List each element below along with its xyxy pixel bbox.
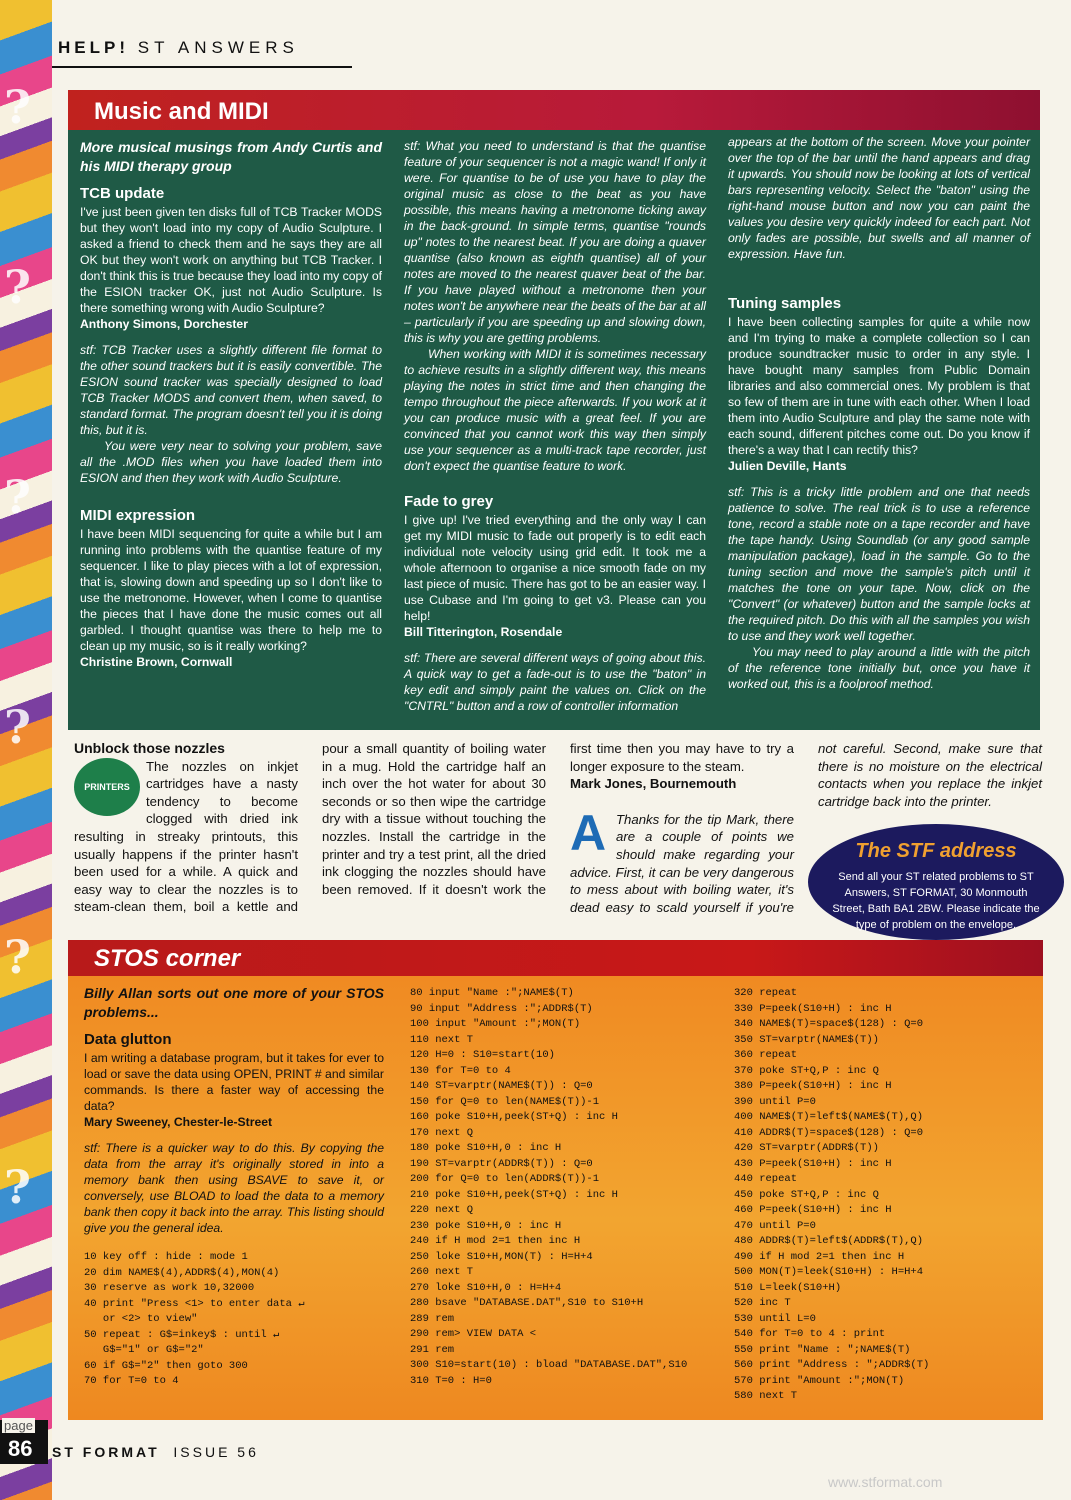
question-mark-decoration: ? (4, 80, 31, 134)
music-midi-title: Music and MIDI (68, 90, 1040, 130)
fade-answer: stf: There are several different ways of going about this. A quick way to get a fade-out is to use the "baton" in key edit and simply paint the values on. Click on the "CNTRL" button and a row of controller information (404, 651, 706, 713)
nozzles-signature: Mark Jones, Bournemouth (570, 776, 737, 792)
stos-question: I am writing a database program, but it takes for ever to load or save the data using OPEN, PRINT # and similar commands. Is there a faster way of accessing the data? (84, 1051, 384, 1113)
magazine-issue: ST FORMAT ISSUE 56 (52, 1444, 259, 1460)
decorative-side-strip (0, 0, 52, 1500)
stf-address-body: Send all your ST related problems to ST Answers, ST FORMAT, 30 Monmouth Street, Bath BA1 2BW. Please indicate the type of problem on the envelope. (832, 871, 1040, 931)
stf-address-title: The STF address (855, 840, 1017, 862)
tcb-heading: TCB update (80, 185, 165, 202)
nozzles-answer-text: Thanks for the tip Mark, there are a couple of points we should make regarding your advice. First, it can be very dangerous to mess about with boiling water, it's dead easy to scald yourself if you're not careful. Second, make sure that there is no moisture on the electrical contacts when you replace the inkjet cartridge back into the printer. (570, 741, 1042, 915)
nozzles-heading: Unblock those nozzles (74, 740, 225, 756)
midi-column-3 (728, 134, 1030, 702)
midi-column-2 (404, 138, 706, 724)
code-listing-part-2: 80 input "Name :";NAME$(T) 90 input "Address :";ADDR$(T) 100 input "Amount :";MON(T) 110 next T 120 H=0 : S10=start(10) 130 for T=0 to 4 140 ST=varptr(NAME$(T)) : Q=0 150 for Q=0 to len(NAME$(T))-1 160 poke S10+H,peek(ST+Q) : inc H 170 next Q 180 poke S10+H,0 : inc H 190 ST=varptr(ADDR$(T)) : Q=0 200 for Q=0 to len(ADDR$(T))-1 210 poke S10+H,peek(ST+Q) : inc H 220 next Q 230 poke S10+H,0 : inc H 240 if H mod 2=1 then inc H 250 loke S10+H,MON(T) : H=H+4 260 next T 270 loke S10+H,0 : H=H+4 280 bsave "DATABASE.DAT",S10 to S10+H 289 rem 290 rem> VIEW DATA < 291 rem 300 S10=start(10) : bload "DATABASE.DAT",S10 310 T=0 : H=0 (410, 987, 688, 1387)
tuning-heading: Tuning samples (728, 295, 842, 312)
tuning-answer: stf: This is a tricky little problem and one that needs patience to solve. The real trick is to use a reference tone, record a stable note on a tape recorder and have the tape handy. Using Soundlab (or any good sample manipulation package), load in the sample. Go to the tuning section and move the sample's pitch until it matches the tone on your tape. Now, click on the "Convert" (or whatever) button and the sample locks at the required pitch. Do this with all the samples you wish to use and they work well together. (728, 485, 1030, 643)
expression-heading: MIDI expression (80, 507, 196, 524)
page-number-box (0, 1420, 48, 1464)
stos-signature: Mary Sweeney, Chester-le-Street (84, 1115, 273, 1129)
question-mark-decoration: ? (4, 930, 31, 984)
expression-signature: Christine Brown, Cornwall (80, 655, 233, 669)
tuning-signature: Julien Deville, Hants (728, 459, 847, 473)
fade-answer-2: appears at the bottom of the screen. Move your pointer over the top of the bar until the hand appears and drag it upwards. You should now be looking at lots of vertical bars representing velocity. Select the "baton" using the right-hand mouse button and now you can paint the values you desire very quickly indeed for each part. Not only fades are possible, but swells and all manner of expression. Have fun. (728, 135, 1030, 261)
tcb-answer: stf: TCB Tracker uses a slightly different file format to the other sound trackers but it is easily convertible. The ESION sound tracker was specially designed to load TCB Tracker MODS and convert them, when saved, to standard format. The program doesn't tell you it is doing this, but it is. (80, 343, 382, 437)
code-listing-part-3: 320 repeat 330 P=peek(S10+H) : inc H 340 NAME$(T)=space$(128) : Q=0 350 ST=varptr(NAME$(T)) 360 repeat 370 poke ST+Q,P : inc Q 380 P=peek(S10+H) : inc H 390 until P=0 400 NAME$(T)=left$(NAME$(T),Q) 410 ADDR$(T)=space$(128) : Q=0 420 ST=varptr(ADDR$(T)) 430 P=peek(S10+H) : inc H 440 repeat 450 poke ST+Q,P : inc Q 460 P=peek(S10+H) : inc H 470 until P=0 480 ADDR$(T)=left$(ADDR$(T),Q) 490 if H mod 2=1 then inc H 500 MON(T)=leek(S10+H) : H=H+4 510 L=leek(S10+H) 520 inc T 530 until L=0 540 for T=0 to 4 : print 550 print "Name : ";NAME$(T) 560 print "Address : ";ADDR$(T) 570 print "Amount :";MON(T) 580 next T (734, 987, 930, 1402)
stf-address-box (808, 824, 1064, 940)
tuning-question: I have been collecting samples for quite a while now and I'm trying to make a complete collection so I can produce soundtracker music to order in any style. I have bought many samples from Public Domain libraries and also commercial ones. My problem is that so few of them are in tune with each other. When I load them into Audio Sculpture and play the same note with each sound, different pitches come out. Do you know if there's a way that I can rectify this? (728, 315, 1030, 457)
fade-signature: Bill Titterington, Rosendale (404, 625, 563, 639)
page-number: 86 (8, 1436, 33, 1461)
nozzles-question: The nozzles on inkjet cartridges have a nasty tendency to become clogged with dried ink resulting in streaky printouts, this usually happens if the printer hasn't been used for a while. A quick and easy way to clear the nozzles is to steam-clean them, boil a kettle and pour a small quantity of boiling water in a mug. Hold the cartridge half an inch over the hot water for about 30 seconds or so then wipe the cartridge dry with a tissue without touching the nozzles. Install the cartridge in the printer and try a test print, all the dried ink clogging the nozzles should have been removed. If it doesn't work the first time then you may have to try a longer exposure to the steam. (74, 741, 794, 915)
question-mark-decoration: ? (4, 1160, 31, 1214)
midi-intro: More musical musings from Andy Curtis and his MIDI therapy group (80, 139, 382, 174)
question-mark-decoration: ? (4, 260, 31, 314)
stos-intro: Billy Allan sorts out one more of your STOS problems... (84, 985, 384, 1020)
midi-column-1 (80, 138, 382, 680)
expression-question: I have been MIDI sequencing for quite a while but I am running into problems with the quantise feature of my sequencer. I like to play pieces with a lot of expression, that is, slowing down and speeding up so I don't like to use the metronome. However, when I come to quantise the pieces that I have done the music comes out all garbled. I thought quantise was there to help me to clean up my music, so is it really working? (80, 527, 382, 653)
tcb-answer-2: You were very near to solving your problem, save all the .MOD files when you have loaded them into ESION and then they work with Audio Sculpture. (80, 439, 382, 485)
stos-answer: stf: There is a quicker way to do this. By copying the data from the array it's originally stored in into a memory bank then using BSAVE to save it, or conversely, use BLOAD to load the data to a memory bank then copy it back into the array. This listing should give you the general idea. (84, 1141, 384, 1235)
tuning-answer-2: You may need to play around a little with the pitch of the reference tone initially but, once you have it worked out, this is a foolproof method. (728, 645, 1030, 691)
code-listing-part-1: 10 key off : hide : mode 1 20 dim NAME$(4),ADDR$(4),MON(4) 30 reserve as work 10,32000 40 print "Press <1> to enter data ↵ or <2> to view" 50 repeat : G$=inkey$ : until ↵ G$="1" or G$="2" 60 if G$="2" then goto 300 70 for T=0 to 4 (84, 1251, 305, 1387)
page-footer (0, 1414, 1071, 1500)
page-header (52, 28, 1012, 68)
header-rule (52, 66, 352, 68)
question-mark-decoration: ? (4, 470, 31, 524)
stos-title: STOS corner (68, 940, 1043, 976)
question-mark-decoration: ? (4, 700, 31, 754)
fade-heading: Fade to grey (404, 493, 494, 510)
stos-column-1 (84, 984, 384, 1390)
source-url: www.stformat.com (828, 1474, 943, 1490)
answer-letter-icon: A (570, 804, 607, 861)
tcb-question: I've just been given ten disks full of TCB Tracker MODS but they won't load into my copy of Audio Sculpture. I asked a friend to check them and he says they are all OK but they won't work on anything but TCB Tracker. I don't think this is true because they load into my copy of the ESION tracker OK, just not Audio Sculpture. Is there something wrong with Audio Sculpture? (80, 205, 382, 315)
stos-section (68, 976, 1043, 1420)
tcb-signature: Anthony Simons, Dorchester (80, 317, 248, 331)
header-title: HELP! ST ANSWERS (58, 38, 299, 57)
stos-heading: Data glutton (84, 1031, 172, 1048)
expression-answer-2: When working with MIDI it is sometimes necessary to achieve results in a slightly different way, this means playing the notes in strict time and then changing the tempo throughout the piece afterwards. If you work at it you can produce music with a great feel. If you are convinced that you cannot work this way then simply use your sequencer as a multi-track tape recorder, just don't expect the quantise feature to work. (404, 347, 706, 473)
printers-badge-icon: PRINTERS (74, 758, 140, 816)
fade-question: I give up! I've tried everything and the only way I can get my MIDI music to fade out properly is to edit each individual note velocity using grid edit. It took me a whole afternoon to organise a nice smooth fade on my last piece of music. There has got to be an easier way. I use Cubase and I'm going to get v3. Please can you help! (404, 513, 706, 623)
page-word: page (4, 1418, 33, 1433)
expression-answer: stf: What you need to understand is that the quantise feature of your sequencer is not a magic wand! If only it were. For quantise to be of use you have to play the original music as close to the beat as you have possible, this means having a metronome ticking away in the back-ground. In simple terms, quantise "rounds up" notes to the nearest beat. If you are doing a quaver quantise (also known as eighth quantise) all of your notes are moved to the nearest quaver beat of the bar. If you have played without a metronome then your notes won't be anywhere near the beats of the bar at all – particularly if you are speeding up and slowing down, this is why you are getting problems. (404, 139, 706, 345)
music-midi-section (68, 130, 1040, 730)
